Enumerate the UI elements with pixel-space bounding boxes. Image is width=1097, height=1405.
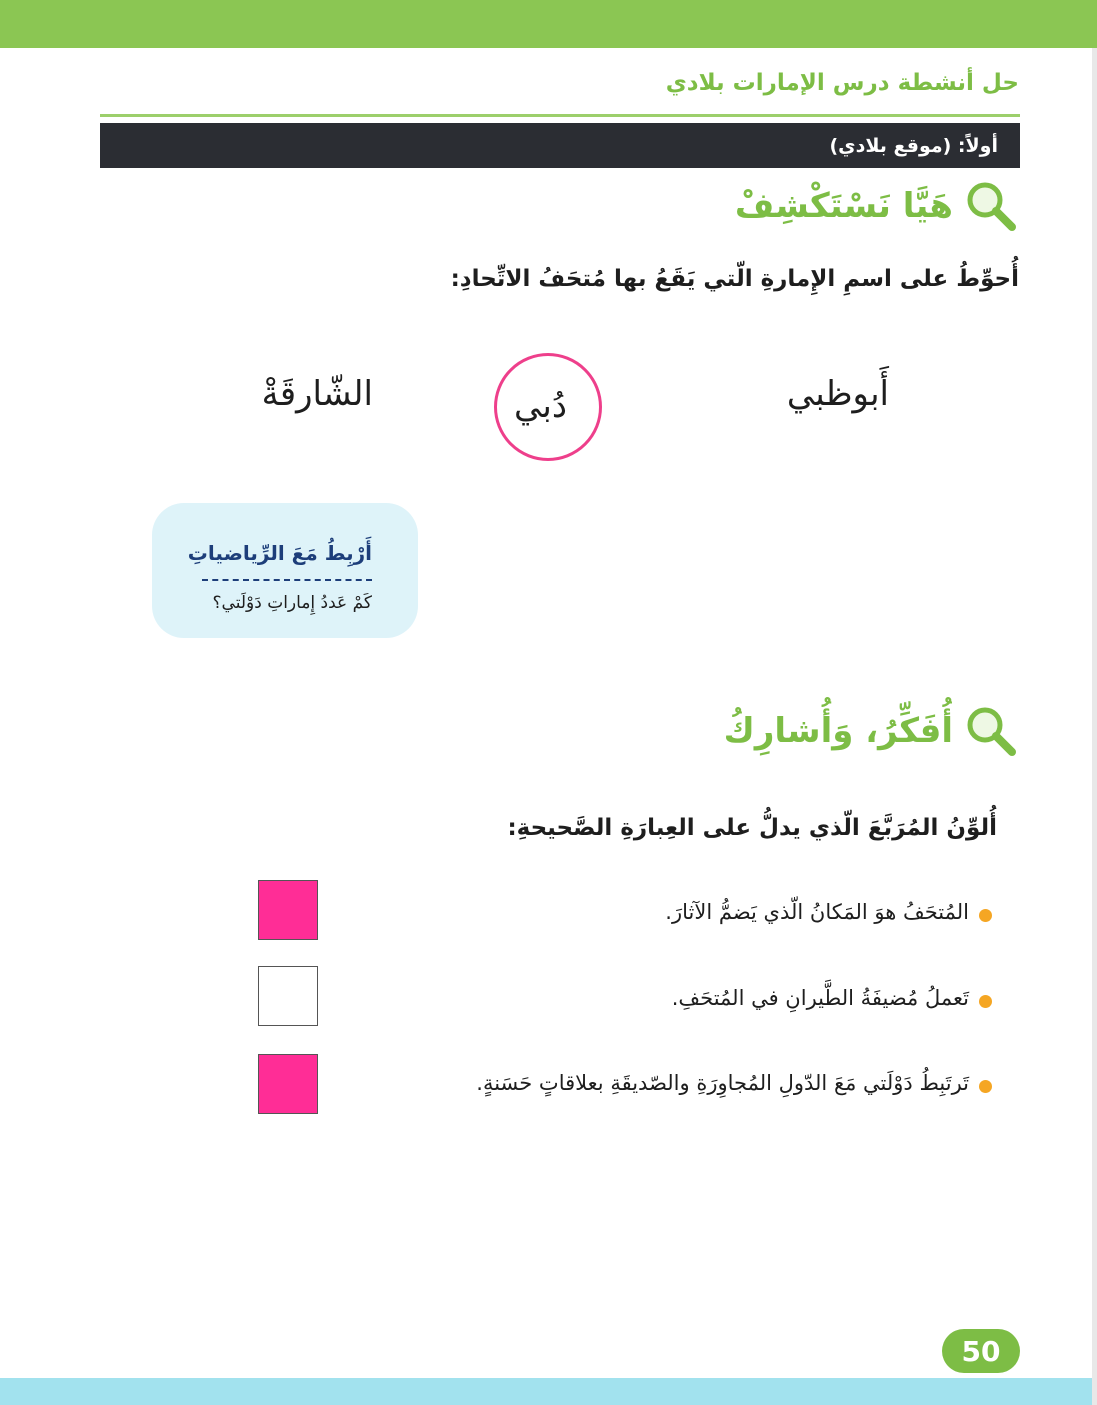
bottom-band [0, 1378, 1092, 1405]
bullet-icon [979, 995, 992, 1008]
option-sharjah[interactable]: الشّارقَةْ [261, 374, 373, 414]
math-link-question: كَمْ عَددُ إِماراتِ دَوْلَتي؟ [212, 593, 372, 613]
title-divider [100, 114, 1020, 117]
page-edge [1092, 48, 1097, 1405]
magnifier-icon [963, 178, 1019, 234]
option-abudhabi[interactable]: أَبوظبي [786, 374, 889, 414]
think-instruction: أُلوِّنُ المُرَبَّعَ الّذي يدلُّ على العِبارَةِ الصَّحيحةِ: [507, 815, 997, 841]
section-header-bar [100, 123, 1020, 168]
answer-square-1[interactable] [258, 880, 318, 940]
magnifier-icon [963, 703, 1019, 759]
explore-heading [735, 178, 1019, 234]
bullet-icon [979, 1080, 992, 1093]
think-heading-text: أُفَكِّرُ، وَأُشارِكُ [723, 711, 953, 751]
page-title: حل أنشطة درس الإمارات بلادي [665, 70, 1019, 96]
math-link-title: أَرْبِطُ مَعَ الرِّياضياتِ [187, 541, 372, 565]
page-number: 50 [942, 1329, 1020, 1373]
explore-heading-text: هَيَّا نَسْتَكْشِفْ [734, 186, 953, 226]
section-header-text: أولاً: (موقع بلادي) [829, 134, 998, 157]
statement-2: تَعملُ مُضيفَةُ الطَّيرانِ في المُتحَفِ. [671, 986, 969, 1010]
think-heading [724, 703, 1019, 759]
explore-instruction: أُحوِّطُ على اسمِ الإِمارةِ الّتي يَقَعُ بها مُتحَفُ الاتِّحادِ: [450, 266, 1019, 292]
math-link-box [152, 503, 418, 638]
top-green-band [0, 0, 1097, 48]
bullet-icon [979, 909, 992, 922]
statement-3: تَرتَبِطُ دَوْلَتي مَعَ الدّولِ المُجاوِرَةِ والصّديقَةِ بعلاقاتٍ حَسَنةٍ. [476, 1071, 969, 1095]
statement-1: المُتحَفُ هوَ المَكانُ الّذي يَضمُّ الآثارَ. [665, 900, 969, 924]
answer-square-3[interactable] [258, 1054, 318, 1114]
answer-circle [494, 353, 602, 461]
math-link-divider [202, 579, 372, 581]
answer-square-2[interactable] [258, 966, 318, 1026]
option-dubai[interactable]: دُبي [514, 386, 567, 426]
